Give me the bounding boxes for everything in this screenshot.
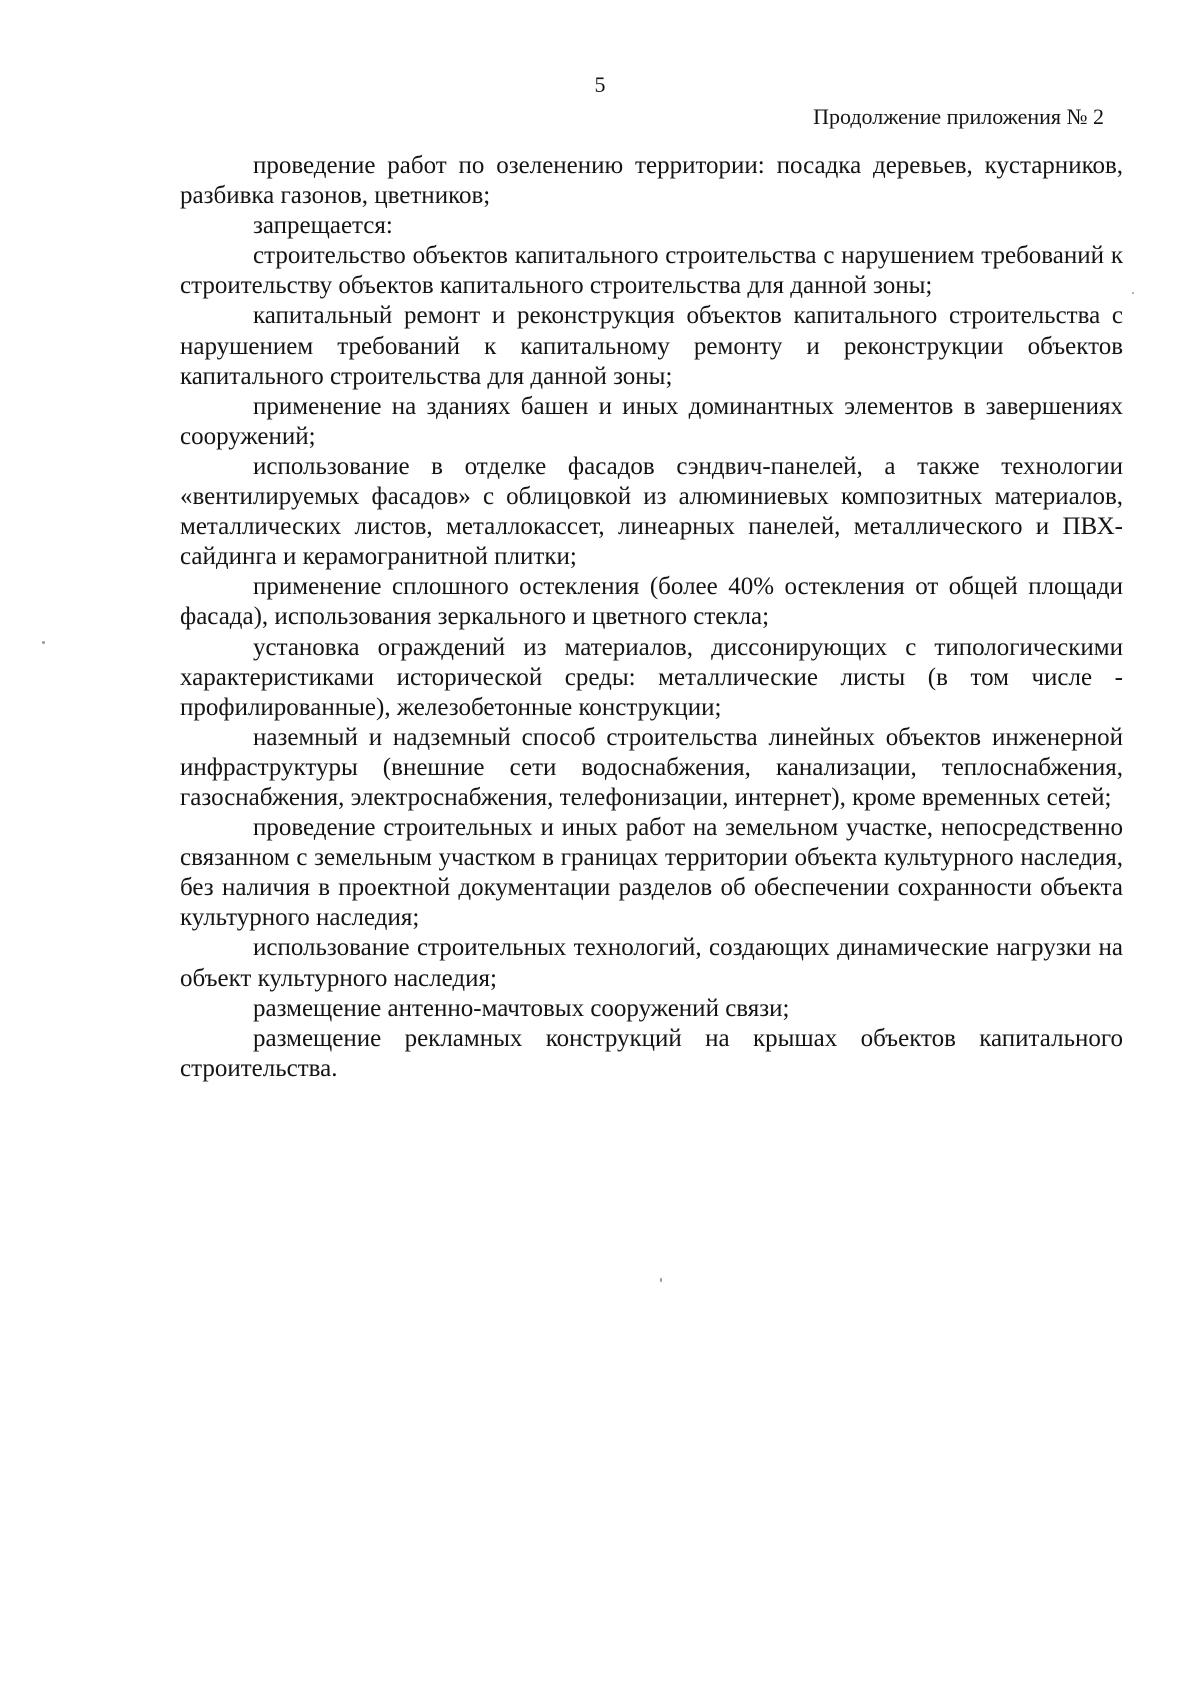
document-body bbox=[180, 151, 1123, 1084]
paragraph-roof-advertising: размещение рекламных конструкций на крышах объектов капитального строительства. bbox=[180, 1024, 1123, 1082]
paragraph-landscaping: проведение работ по озеленению территории: посадка деревьев, кустарников, разбивка газонов, цветников; bbox=[180, 152, 1123, 210]
paragraph-glazing: применение сплошного остекления (более 40% остекления от общей площади фасада), использования зеркального и цветного стекла; bbox=[180, 573, 1123, 631]
paragraph-facade-materials: использование в отделке фасадов сэндвич-панелей, а также технологии «вентилируемых фасадов» с облицовкой из алюминиевых композитных материалов, металлических листов, металлокассет, линеарных панелей, металлического и ПВХ-сайдинга и керамогранитной плитки; bbox=[180, 452, 1123, 571]
paragraph-construction-violation: строительство объектов капитального строительства с нарушением требований к строительству объектов капитального строительства для данной зоны; bbox=[180, 242, 1123, 300]
scan-speck bbox=[660, 1278, 662, 1282]
paragraph-antenna-masts: размещение антенно-мачтовых сооружений связи; bbox=[253, 994, 790, 1022]
paragraph-fences: установка ограждений из материалов, диссонирующих с типологическими характеристиками исторической среды: металлические листы (в том числе - профилированные), железобетонные конструкции; bbox=[180, 633, 1123, 721]
scan-speck bbox=[42, 641, 45, 644]
paragraph-dynamic-loads: использование строительных технологий, создающих динамические нагрузки на объект культурного наследия; bbox=[180, 934, 1123, 992]
paragraph-prohibited-heading: запрещается: bbox=[253, 212, 393, 240]
scan-speck bbox=[1132, 292, 1134, 294]
paragraph-linear-infrastructure: наземный и надземный способ строительства линейных объектов инженерной инфраструктуры (внешние сети водоснабжения, канализации, теплоснабжения, газоснабжения, электроснабжения, телефонизации, интернет), кроме временных сетей; bbox=[180, 723, 1123, 811]
paragraph-works-without-project: проведение строительных и иных работ на земельном участке, непосредственно связанном с земельным участком в границах территории объекта культурного наследия, без наличия в проектной документации разделов об обеспечении сохранности объекта культурного наследия; bbox=[180, 814, 1123, 932]
paragraph-towers-dominants: применение на зданиях башен и иных доминантных элементов в завершениях сооружений; bbox=[180, 392, 1123, 450]
page-number: 5 bbox=[594, 72, 606, 97]
paragraph-repair-reconstruction: капитальный ремонт и реконструкция объектов капитального строительства с нарушением требований к капитальному ремонту и реконструкции объектов капитального строительства для данной зоны; bbox=[180, 302, 1123, 390]
appendix-continuation-note: Продолжение приложения № 2 bbox=[813, 104, 1104, 129]
